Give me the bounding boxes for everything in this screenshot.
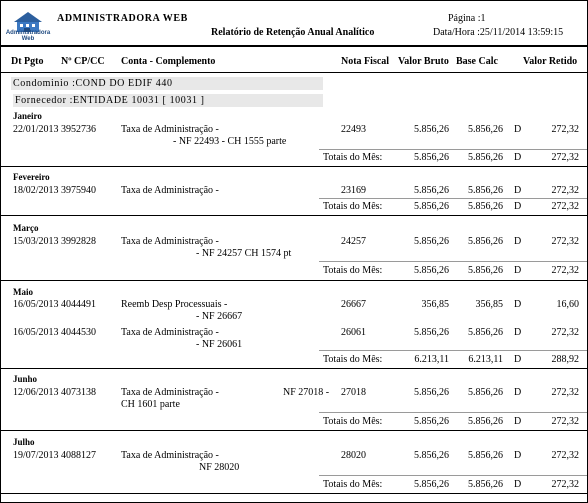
row-flag: D [514, 236, 522, 247]
row-cp: 4073138 [61, 387, 96, 398]
month-label: Maio [13, 287, 33, 297]
row-date: 19/07/2013 [13, 450, 59, 461]
total-retido: 272,32 [551, 265, 579, 276]
row-nf: 26667 [341, 299, 366, 310]
col-retido: Valor Retido [523, 56, 578, 67]
total-flag: D [514, 201, 522, 212]
row-complement: - NF 24257 CH 1574 pt [196, 248, 292, 259]
row-base: 5.856,26 [468, 124, 503, 135]
row-nf: 23169 [341, 185, 366, 196]
columns-divider [1, 72, 587, 73]
totals-label: Totais do Mês: [323, 152, 383, 163]
total-base: 5.856,26 [468, 265, 503, 276]
row-conta: Taxa de Administração - [121, 185, 219, 196]
total-retido: 272,32 [551, 416, 579, 427]
row-cp: 4044530 [61, 327, 96, 338]
month-label: Janeiro [13, 111, 42, 121]
row-flag: D [514, 299, 522, 310]
row-bruto: 5.856,26 [414, 236, 449, 247]
row-cp: 3975940 [61, 185, 96, 196]
row-retido: 16,60 [556, 299, 579, 310]
row-cp: 3952736 [61, 124, 96, 135]
row-retido: 272,32 [551, 185, 579, 196]
col-dt-pgto: Dt Pgto [11, 56, 44, 67]
row-bruto: 5.856,26 [414, 387, 449, 398]
row-conta: Taxa de Administração - [121, 124, 219, 135]
row-complement: - NF 26061 [196, 339, 243, 350]
row-nf: 26061 [341, 327, 366, 338]
total-flag: D [514, 265, 522, 276]
row-base: 5.856,26 [468, 185, 503, 196]
row-date: 18/02/2013 [13, 185, 59, 196]
row-base: 356,85 [475, 299, 503, 310]
row-nf: 24257 [341, 236, 366, 247]
row-conta: Taxa de Administração - [121, 327, 219, 338]
row-cp: 3992828 [61, 236, 96, 247]
total-base: 5.856,26 [468, 416, 503, 427]
row-retido: 272,32 [551, 124, 579, 135]
total-base: 5.856,26 [468, 152, 503, 163]
row-bruto: 5.856,26 [414, 124, 449, 135]
row-bruto: 5.856,26 [414, 450, 449, 461]
row-date: 16/05/2013 [13, 299, 59, 310]
row-date: 12/06/2013 [13, 387, 59, 398]
fornecedor-label: Fornecedor :ENTIDADE 10031 [ 10031 ] [15, 95, 205, 106]
col-conta: Conta - Complemento [121, 56, 216, 67]
company-name: ADMINISTRADORA WEB [57, 13, 188, 24]
total-flag: D [514, 416, 522, 427]
total-bruto: 5.856,26 [414, 265, 449, 276]
row-retido: 272,32 [551, 327, 579, 338]
row-retido: 272,32 [551, 450, 579, 461]
row-bruto: 356,85 [421, 299, 449, 310]
row-conta: Reemb Desp Processuais - [121, 299, 228, 310]
row-base: 5.856,26 [468, 387, 503, 398]
row-flag: D [514, 387, 522, 398]
total-bruto: 5.856,26 [414, 416, 449, 427]
row-date: 22/01/2013 [13, 124, 59, 135]
total-bruto: 5.856,26 [414, 152, 449, 163]
row-base: 5.856,26 [468, 236, 503, 247]
total-base: 5.856,26 [468, 201, 503, 212]
report-datetime: Data/Hora :25/11/2014 13:59:15 [433, 27, 564, 38]
total-retido: 272,32 [551, 152, 579, 163]
row-cp: 4044491 [61, 299, 96, 310]
row-complement: - NF 26667 [196, 311, 243, 322]
col-cp-cc: Nº CP/CC [61, 56, 105, 67]
total-flag: D [514, 479, 522, 490]
row-complement: CH 1601 parte [121, 399, 180, 410]
row-base: 5.856,26 [468, 327, 503, 338]
total-flag: D [514, 152, 522, 163]
month-label: Fevereiro [13, 172, 50, 182]
row-conta: Taxa de Administração - [121, 387, 219, 398]
header-divider [1, 45, 587, 47]
page-number: Página :1 [448, 13, 486, 24]
row-base: 5.856,26 [468, 450, 503, 461]
totals-label: Totais do Mês: [323, 416, 383, 427]
row-bruto: 5.856,26 [414, 185, 449, 196]
total-base: 6.213,11 [468, 354, 503, 365]
row-flag: D [514, 450, 522, 461]
row-conta: Taxa de Administração - [121, 236, 219, 247]
row-retido: 272,32 [551, 236, 579, 247]
logo [4, 8, 52, 42]
row-date: 16/05/2013 [13, 327, 59, 338]
total-flag: D [514, 354, 522, 365]
row-conta: Taxa de Administração - [121, 450, 219, 461]
row-nf: 27018 [341, 387, 366, 398]
total-base: 5.856,26 [468, 479, 503, 490]
row-nf: 28020 [341, 450, 366, 461]
totals-label: Totais do Mês: [323, 265, 383, 276]
row-flag: D [514, 327, 522, 338]
col-base: Base Calc [456, 56, 498, 67]
report-title: Relatório de Retenção Anual Analítico [211, 27, 375, 38]
totals-label: Totais do Mês: [323, 479, 383, 490]
row-flag: D [514, 124, 522, 135]
row-bruto: 5.856,26 [414, 327, 449, 338]
total-bruto: 5.856,26 [414, 201, 449, 212]
month-label: Julho [13, 437, 35, 447]
col-nota: Nota Fiscal [341, 56, 390, 67]
row-nf: 22493 [341, 124, 366, 135]
row-conta-nf: NF 27018 - [283, 387, 330, 398]
row-complement: - NF 22493 - CH 1555 parte [173, 136, 287, 147]
row-retido: 272,32 [551, 387, 579, 398]
logo-text: Administradora Web [5, 30, 51, 42]
total-retido: 272,32 [551, 479, 579, 490]
total-bruto: 5.856,26 [414, 479, 449, 490]
month-label: Março [13, 223, 39, 233]
row-date: 15/03/2013 [13, 236, 59, 247]
row-cp: 4088127 [61, 450, 96, 461]
condominio-label: Condominio :COND DO EDIF 440 [13, 78, 173, 89]
row-flag: D [514, 185, 522, 196]
total-retido: 288,92 [551, 354, 579, 365]
totals-label: Totais do Mês: [323, 354, 383, 365]
total-bruto: 6.213,11 [414, 354, 449, 365]
month-label: Junho [13, 374, 38, 384]
col-bruto: Valor Bruto [398, 56, 449, 67]
row-complement: NF 28020 [199, 462, 240, 473]
totals-label: Totais do Mês: [323, 201, 383, 212]
total-retido: 272,32 [551, 201, 579, 212]
